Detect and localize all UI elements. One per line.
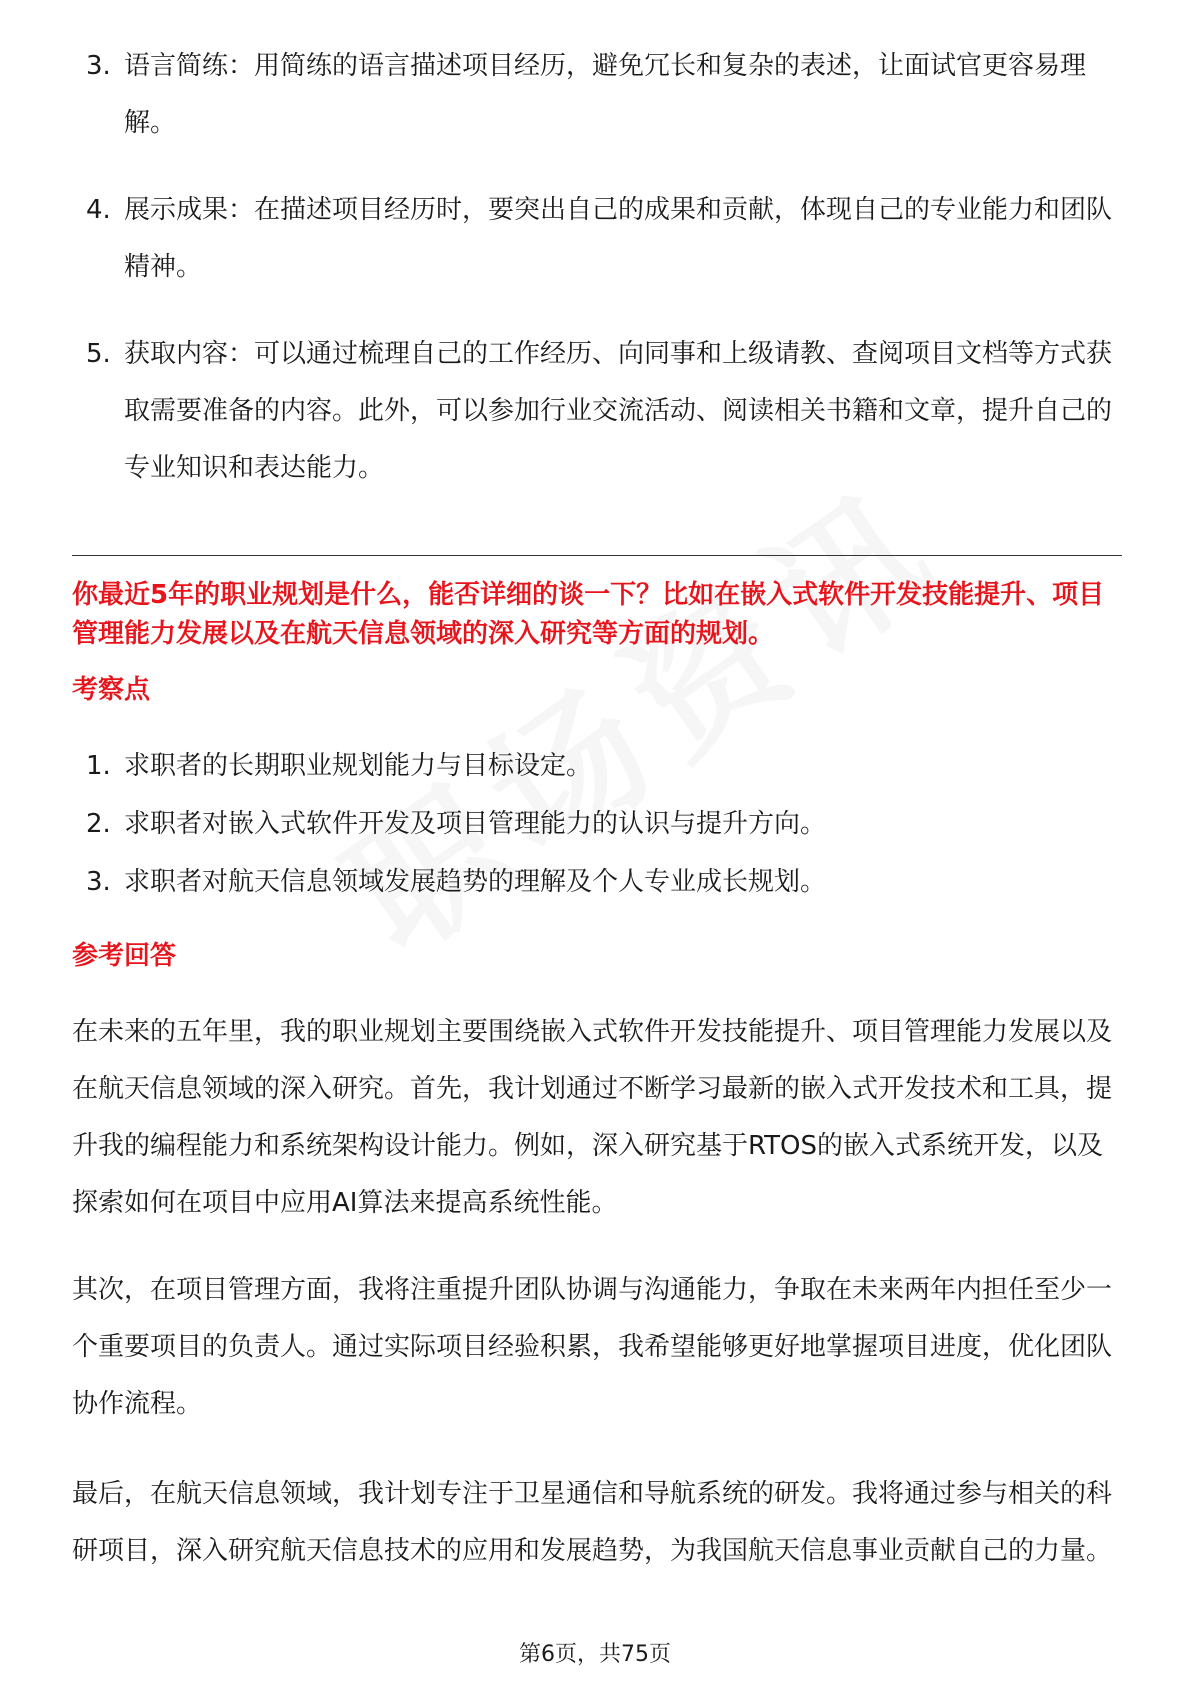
list-item-number: 4. [86, 195, 111, 225]
page-number: 第6页，共75页 [519, 1642, 671, 1667]
list-item-text: 求职者对航天信息领域发展趋势的理解及个人专业成长规划。 [124, 867, 827, 897]
list-item [72, 746, 1122, 786]
list-item [72, 862, 1122, 902]
answer-paragraph: 在未来的五年里，我的职业规划主要围绕嵌入式软件开发技能提升、项目管理能力发展以及在航天信息领域的深入研究。首先，我计划通过不断学习最新的嵌入式开发技术和工具，提升我的编程能力和系统架构设计能力。例如，深入研究基于RTOS的嵌入式系统开发，以及探索如何在项目中应用AI算法来提高系统性能。 [72, 1017, 1113, 1218]
list-item [72, 182, 1122, 296]
list-item-number: 3. [86, 51, 111, 81]
list-item-text: 展示成果：在描述项目经历时，要突出自己的成果和贡献，体现自己的专业能力和团队精神。 [124, 195, 1113, 282]
list-item-text: 获取内容：可以通过梳理自己的工作经历、向同事和上级请教、查阅项目文档等方式获取需要准备的内容。此外，可以参加行业交流活动、阅读相关书籍和文章，提升自己的专业知识和表达能力。 [124, 339, 1113, 483]
list-item-number: 3. [86, 867, 111, 897]
list-item-number: 5. [86, 339, 111, 369]
answer-paragraph: 最后，在航天信息领域，我计划专注于卫星通信和导航系统的研发。我将通过参与相关的科研项目，深入研究航天信息技术的应用和发展趋势，为我国航天信息事业贡献自己的力量。 [72, 1479, 1113, 1566]
list-item-text: 求职者的长期职业规划能力与目标设定。 [124, 751, 593, 781]
list-item-number: 2. [86, 809, 111, 839]
check-points-list [72, 746, 1122, 920]
list-item [72, 804, 1122, 844]
list-item [72, 326, 1122, 497]
reference-answer-title: 参考回答 [72, 941, 177, 971]
tips-list [72, 38, 1122, 527]
list-item-text: 语言简练：用简练的语言描述项目经历，避免冗长和复杂的表述，让面试官更容易理解。 [124, 51, 1087, 138]
section-divider [72, 555, 1122, 556]
list-item-number: 1. [86, 751, 111, 781]
list-item-text: 求职者对嵌入式软件开发及项目管理能力的认识与提升方向。 [124, 809, 827, 839]
interview-question: 你最近5年的职业规划是什么，能否详细的谈一下？比如在嵌入式软件开发技能提升、项目管理能力发展以及在航天信息领域的深入研究等方面的规划。 [72, 580, 1105, 649]
list-item [72, 38, 1122, 152]
answer-paragraph: 其次，在项目管理方面，我将注重提升团队协调与沟通能力，争取在未来两年内担任至少一个重要项目的负责人。通过实际项目经验积累，我希望能够更好地掌握项目进度，优化团队协作流程。 [72, 1275, 1113, 1419]
check-points-title: 考察点 [72, 675, 151, 705]
